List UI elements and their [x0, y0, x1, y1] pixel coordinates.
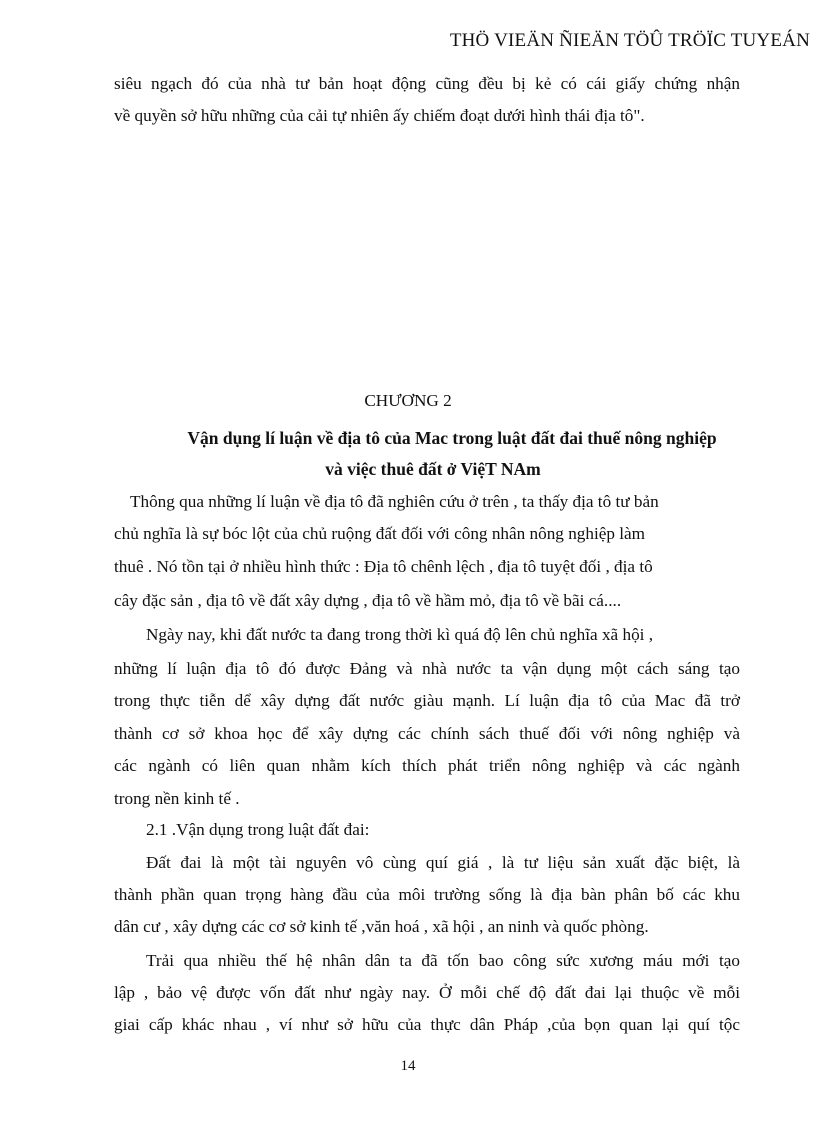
- paragraph-line: Thông qua những lí luận về địa tô đã nghiên cứu ở trên , ta thấy địa tô tư bản: [130, 492, 659, 511]
- site-header: THÖ VIEÄN ÑIEÄN TÖÛ TRÖÏC TUYEÁN: [449, 30, 810, 51]
- paragraph-line: Trải qua nhiều thế hệ nhân dân ta đã tốn bao công sức xương máu mới tạo: [146, 951, 740, 970]
- paragraph-line: Ngày nay, khi đất nước ta đang trong thời kì quá độ lên chủ nghĩa xã hội ,: [146, 625, 654, 644]
- paragraph-line: trong nền kinh tế .: [114, 789, 240, 808]
- paragraph-line: những lí luận địa tô đó được Đảng và nhà nước ta vận dụng một cách sáng tạo: [114, 659, 740, 678]
- paragraph-line: cây đặc sản , địa tô về đất xây dựng , địa tô về hầm mỏ, địa tô về bãi cá....: [114, 591, 622, 610]
- paragraph-line: các ngành có liên quan nhằm kích thích phát triển nông nghiệp và các ngành: [114, 756, 740, 775]
- chapter-heading: CHƯƠNG 2: [364, 391, 452, 410]
- paragraph-line: lập , bảo vệ được vốn đất như ngày nay. Ở mỗi chế độ đất đai lại thuộc về mỗi: [114, 983, 740, 1002]
- section-heading: 2.1 .Vận dụng trong luật đất đai:: [146, 820, 370, 839]
- chapter-title-line-1: Vận dụng lí luận về địa tô của Mac trong luật đất đai thuế nông nghiệp: [187, 428, 717, 448]
- paragraph-line: dân cư , xây dựng các cơ sở kinh tế ,văn hoá , xã hội , an ninh và quốc phòng.: [114, 917, 649, 936]
- paragraph-line: Đất đai là một tài nguyên vô cùng quí giá , là tư liệu sản xuất đặc biệt, là: [146, 853, 740, 872]
- intro-line: siêu ngạch đó của nhà tư bản hoạt động cũng đều bị kẻ có cái giấy chứng nhận: [114, 74, 740, 93]
- paragraph-line: thuê . Nó tồn tại ở nhiều hình thức : Địa tô chênh lệch , địa tô tuyệt đối , địa tô: [114, 557, 653, 576]
- paragraph-line: thành cơ sở khoa học để xây dựng các chính sách thuế đối với nông nghiệp và: [114, 724, 740, 743]
- paragraph-line: trong thực tiễn dể xây dựng đất nước giàu mạnh. Lí luận địa tô của Mac đã trở: [114, 691, 740, 710]
- intro-line: về quyền sở hữu những của cải tự nhiên ấy chiếm đoạt dưới hình thái địa tô".: [114, 106, 645, 125]
- paragraph-line: chủ nghĩa là sự bóc lột của chủ ruộng đất đối với công nhân nông nghiệp làm: [114, 524, 646, 543]
- page-number: 14: [400, 1058, 416, 1074]
- paragraph-line: thành phần quan trọng hàng đầu của môi trường sống là địa bàn phân bố các khu: [114, 885, 740, 904]
- paragraph-line: giai cấp khác nhau , ví như sở hữu của thực dân Pháp ,của bọn quan lại quí tộc: [114, 1015, 740, 1034]
- chapter-title-line-2: và việc thuê đất ở ViệT NAm: [325, 459, 541, 479]
